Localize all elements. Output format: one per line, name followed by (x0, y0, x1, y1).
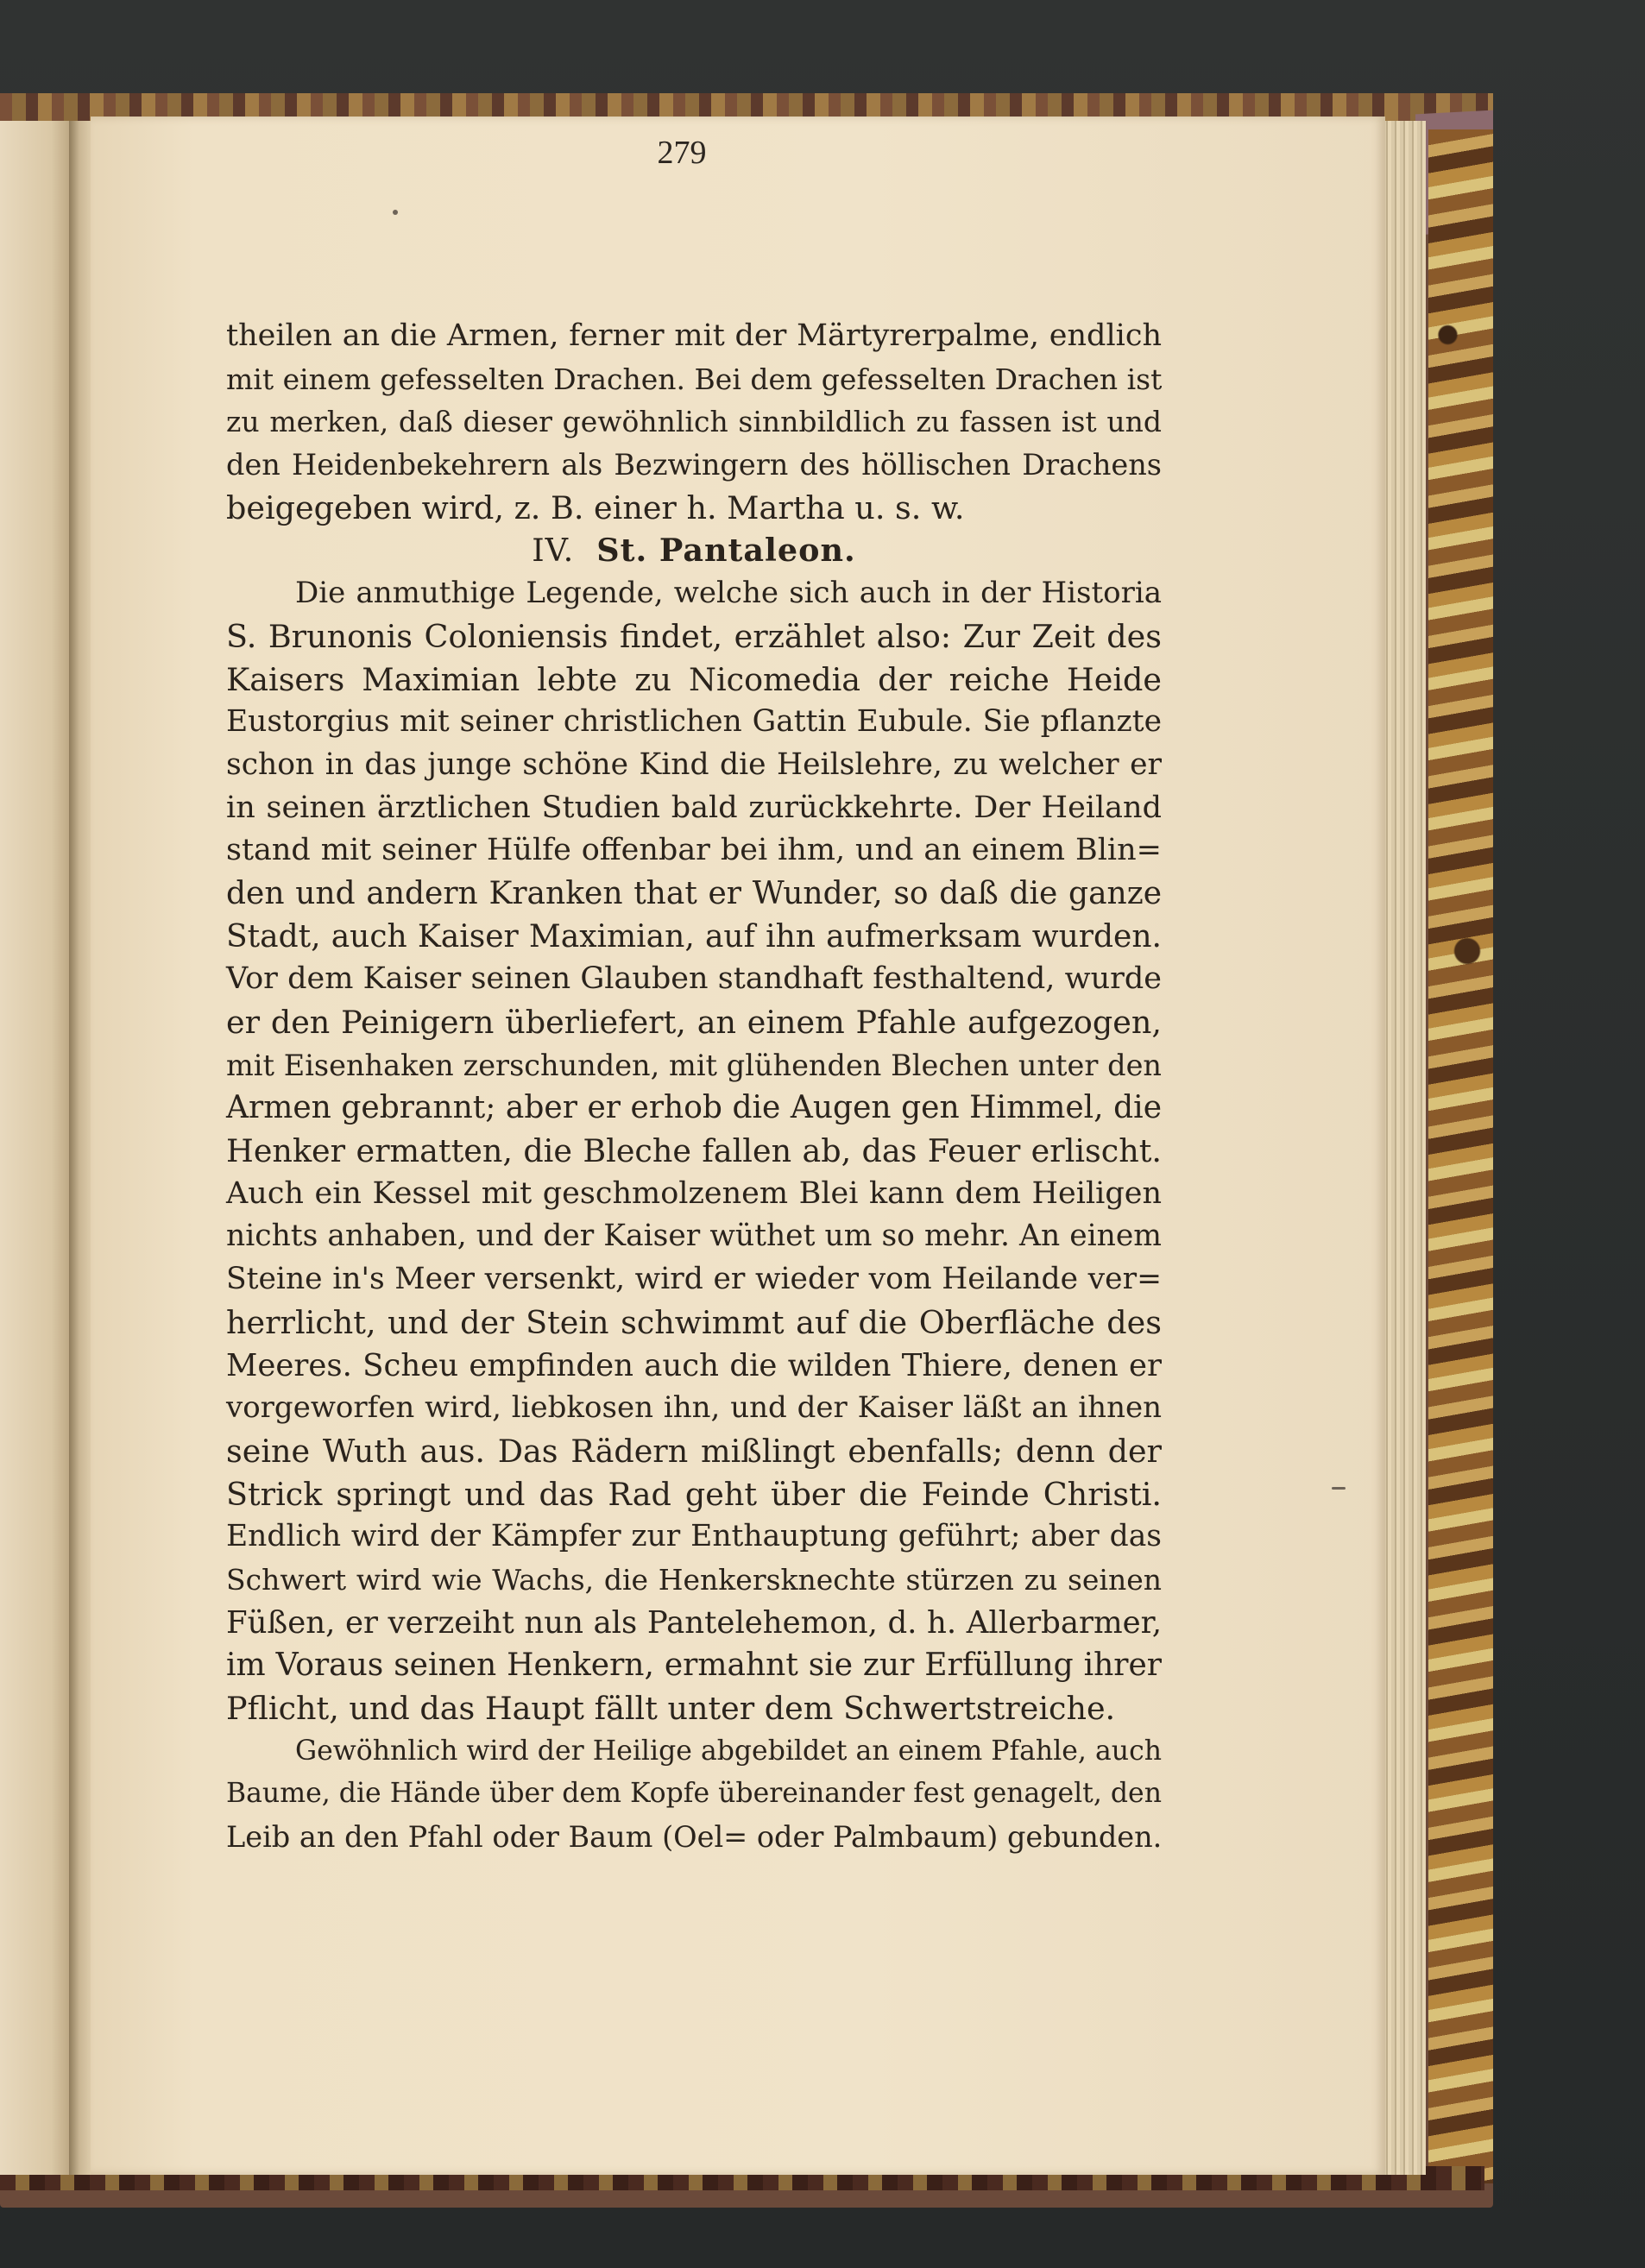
page-number: 279 (657, 135, 707, 171)
text-line: theilen an die Armen, ferner mit der Märtyrerpalme, endlich (226, 318, 1162, 353)
text-line: Meeres. Scheu empfinden auch die wilden Thiere, denen er (226, 1347, 1162, 1383)
text-line: Stadt, auch Kaiser Maximian, auf ihn aufmerksam wurden. (226, 918, 1162, 954)
text-line: stand mit seiner Hülfe offenbar bei ihm, und an einem Blin= (226, 833, 1162, 868)
left-page (0, 121, 73, 2175)
text-line: vorgeworfen wird, liebkosen ihn, und der Kaiser läßt an ihnen (226, 1390, 1162, 1426)
text-line: beigegeben wird, z. B. einer h. Martha u. s. w. (226, 488, 965, 526)
text-line: Henker ermatten, die Bleche fallen ab, das Feuer erlischt. (226, 1132, 1162, 1170)
paragraph-3 (226, 1730, 1162, 1859)
marbled-edge (1428, 129, 1493, 2183)
text-line: er den Peinigern überliefert, an einem Pfahle aufgezogen, (226, 1004, 1162, 1041)
text-line: den Heidenbekehrern als Bezwingern des höllischen Drachens (226, 448, 1162, 482)
text-line: Kaisers Maximian lebte zu Nicomedia der reiche Heide (226, 660, 1162, 698)
text-line: Pflicht, und das Haupt fällt unter dem Schwertstreiche. (226, 1690, 1116, 1727)
paragraph-1 (226, 315, 1162, 529)
text-line: Füßen, er verzeiht nun als Pantelehemon, d. h. Allerbarmer, (226, 1604, 1162, 1641)
text-line: Die anmuthige Legende, welche sich auch in der Historia (295, 576, 1162, 611)
text-line: Armen gebrannt; aber er erhob die Augen gen Himmel, die (226, 1090, 1162, 1126)
text-line: mit einem gefesselten Drachen. Bei dem gefesselten Drachen ist (226, 362, 1163, 396)
section-title: St. Pantaleon. (596, 532, 856, 570)
text-line: S. Brunonis Coloniensis findet, erzählet also: Zur Zeit des (226, 617, 1162, 655)
text-line: herrlicht, und der Stein schwimmt auf die Oberfläche des (226, 1303, 1162, 1341)
text-line: Gewöhnlich wird der Heilige abgebildet an einem Pfahle, auch (295, 1735, 1162, 1767)
text-line: Strick springt und das Rad geht über die Feinde Christi. (226, 1475, 1162, 1513)
text-line: Leib an den Pfahl oder Baum (Oel= oder Palmbaum) gebunden. (226, 1820, 1163, 1855)
text-line: mit Eisenhaken zerschunden, mit glühenden Blechen unter den (226, 1048, 1162, 1082)
section-numeral: IV. (532, 532, 575, 570)
text-line: in seinen ärztlichen Studien bald zurückkehrte. Der Heiland (226, 790, 1162, 825)
text-line: schon in das junge schöne Kind die Heilslehre, zu welcher er (226, 747, 1162, 782)
text-line: seine Wuth aus. Das Rädern mißlingt ebenfalls; denn der (226, 1432, 1162, 1470)
text-line: im Voraus seinen Henkern, ermahnt sie zur Erfüllung ihrer (226, 1647, 1162, 1684)
text-line: nichts anhaben, und der Kaiser wüthet um so mehr. An einem (226, 1219, 1162, 1254)
text-line: den und andern Kranken that er Wunder, so daß die ganze (226, 875, 1162, 911)
text-line: zu merken, daß dieser gewöhnlich sinnbildlich zu fassen ist und (226, 405, 1162, 439)
text-line: Vor dem Kaiser seinen Glauben standhaft festhaltend, wurde (226, 961, 1162, 997)
page-text (226, 315, 1162, 1859)
text-line: Schwert wird wie Wachs, die Henkersknechte stürzen zu seinen (226, 1562, 1162, 1597)
text-line: Eustorgius mit seiner christlichen Gattin Eubule. Sie pflanzte (226, 704, 1162, 740)
paper-fleck (393, 210, 398, 215)
text-line: Baume, die Hände über dem Kopfe übereinander fest genagelt, den (226, 1778, 1162, 1810)
section-heading (226, 529, 1162, 572)
text-line: Auch ein Kessel mit geschmolzenem Blei kann dem Heiligen (226, 1175, 1162, 1211)
text-line: Endlich wird der Kämpfer zur Enthauptung geführt; aber das (226, 1519, 1162, 1554)
paper-fleck (1332, 1487, 1346, 1490)
text-line: Steine in's Meer versenkt, wird er wieder vom Heilande ver= (226, 1262, 1162, 1297)
paragraph-2 (226, 572, 1162, 1730)
